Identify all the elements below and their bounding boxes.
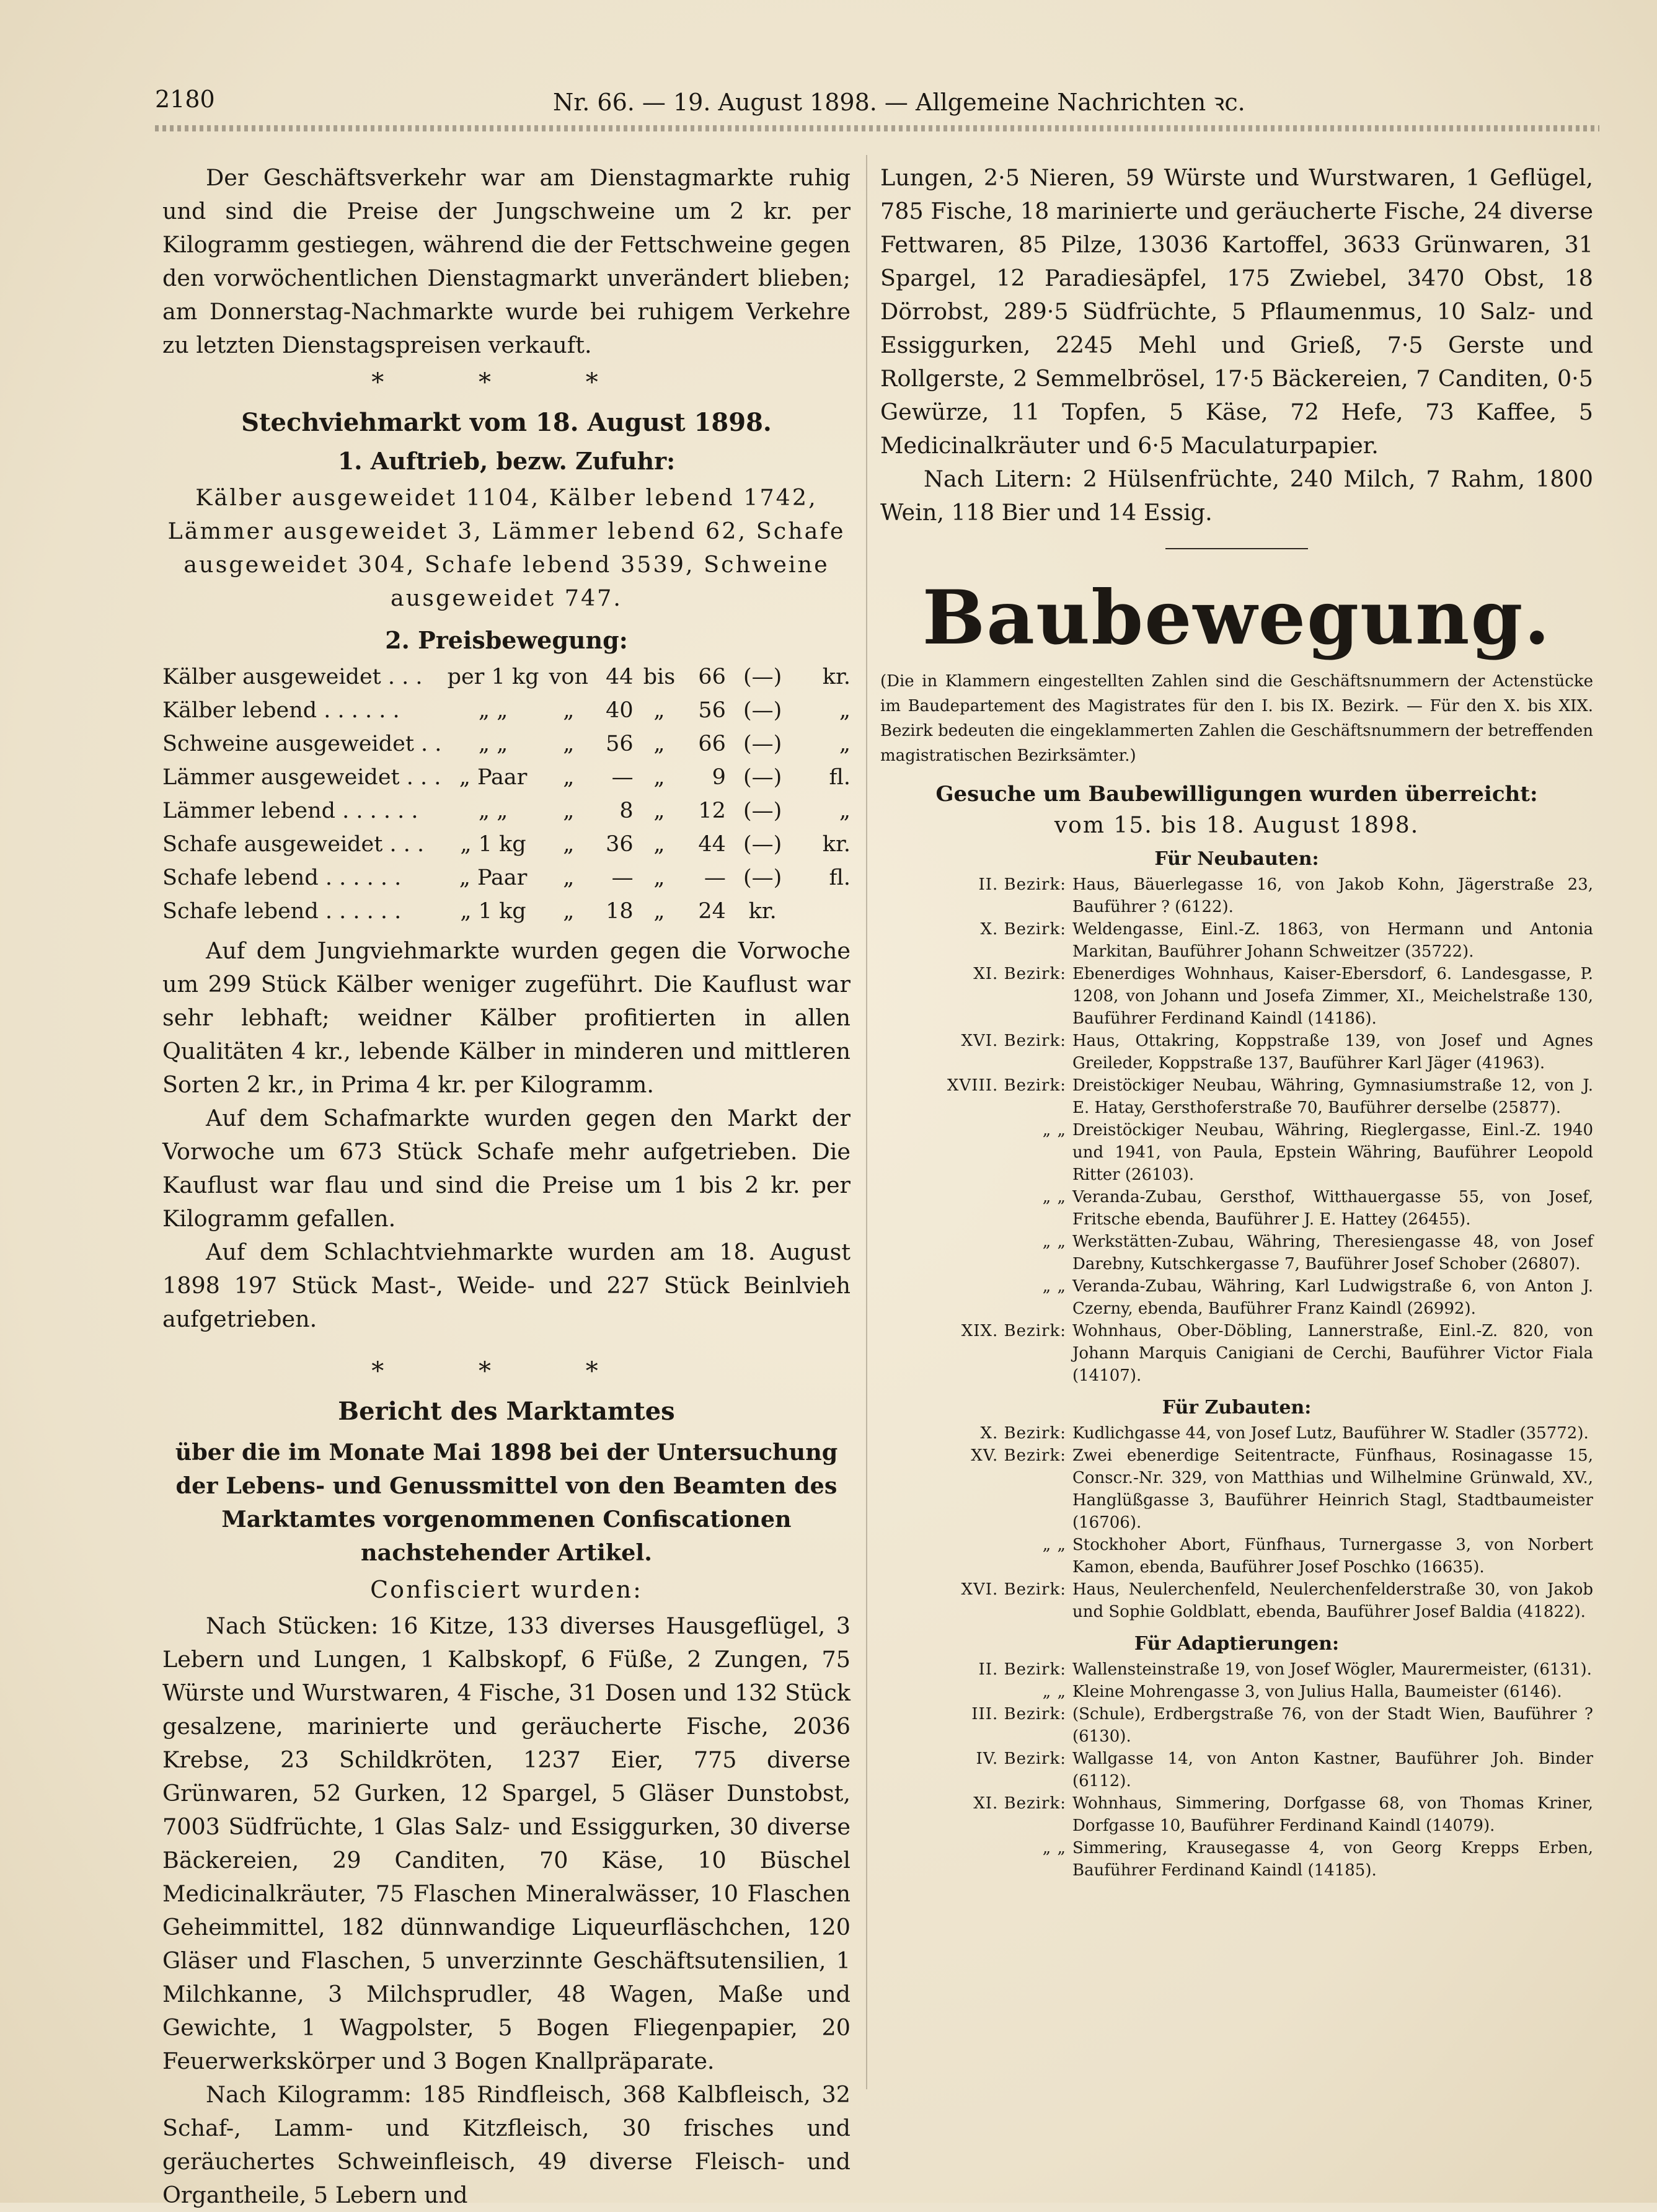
price-cell-cur: fl. <box>829 765 851 790</box>
district-label: „ „ <box>1042 1121 1066 1139</box>
building-entry <box>880 918 1593 963</box>
price-cell-a: 44 <box>606 665 634 689</box>
price-cell-chg: (—) <box>743 765 782 790</box>
price-cell-b: 66 <box>698 665 726 689</box>
building-entry <box>880 1837 1593 1882</box>
district-label: XI. Bezirk: <box>973 965 1066 983</box>
building-entry <box>880 1703 1593 1748</box>
entry-text: Haus, Ottakring, Koppstraße 139, von Josef und Agnes Greileder, Koppstraße 137, Bauführer Karl Jäger (41963). <box>1072 1032 1593 1073</box>
district-label: „ „ <box>1042 1683 1066 1701</box>
zubauten-list <box>880 1422 1593 1623</box>
preis-title: 2. Preisbewegung: <box>385 626 628 654</box>
price-cell-unit: „ „ <box>478 732 508 756</box>
liter-paragraph: Nach Litern: 2 Hülsenfrüchte, 240 Milch, 7 Rahm, 1800 Wein, 118 Bier und 14 Essig. <box>880 466 1593 526</box>
entry-text: Werkstätten-Zubau, Währing, Theresiengasse 48, von Josef Darebny, Kutschkergasse 7, Bauführer Josef Schober (26807). <box>1072 1232 1593 1273</box>
price-cell-a: 36 <box>606 832 634 857</box>
column-divider <box>866 155 867 2089</box>
price-cell-chg: (—) <box>743 865 782 890</box>
price-cell-unit: „ „ <box>478 698 508 723</box>
right-column <box>880 161 1593 1882</box>
building-entry <box>880 1320 1593 1387</box>
entry-text: (Schule), Erdbergstraße 76, von der Stadt Wien, Bauführer ? (6130). <box>1072 1705 1593 1746</box>
district-label: XVIII. Bezirk: <box>947 1076 1066 1095</box>
bericht-subtitle: über die im Monate Mai 1898 bei der Untersuchung der Lebens- und Genussmittel von den Beamten des Marktamtes vorgenommenen Confiscationen nachstehender Artikel. <box>175 1439 838 1566</box>
entry-text: Veranda-Zubau, Währing, Karl Ludwigstraße 6, von Anton J. Czerny, ebenda, Bauführer Franz Kaindl (26992). <box>1072 1277 1593 1318</box>
price-cell-unit: „ 1 kg <box>460 899 526 924</box>
price-cell-cur: kr. <box>822 665 851 689</box>
price-cell-a: 56 <box>606 732 634 756</box>
district-label: XVI. Bezirk: <box>961 1580 1066 1599</box>
price-cell-chg: (—) <box>743 832 782 857</box>
district-label: „ „ <box>1042 1536 1066 1554</box>
entry-text: Stockhoher Abort, Fünfhaus, Turnergasse 3, von Norbert Kamon, ebenda, Bauführer Josef Poschko (16635). <box>1072 1536 1593 1577</box>
price-cell-bis: „ <box>653 899 665 924</box>
schaf-paragraph: Auf dem Schafmarkte wurden gegen den Markt der Vorwoche um 673 Stück Schafe mehr aufgetrieben. Die Kauflust war flau und sind die Preise um 1 bis 2 kr. per Kilogramm gefallen. <box>162 1105 851 1232</box>
district-label: IV. Bezirk: <box>976 1750 1066 1768</box>
price-cell-unit: „ 1 kg <box>460 832 526 857</box>
building-entry <box>880 1534 1593 1578</box>
entry-text: Haus, Bäuerlegasse 16, von Jakob Kohn, Jägerstraße 23, Bauführer ? (6122). <box>1072 875 1593 916</box>
entry-text: Haus, Neulerchenfeld, Neulerchenfelderstraße 30, von Jakob und Sophie Goldblatt, ebenda, Bauführer Josef Baldia (41822). <box>1072 1580 1593 1621</box>
entry-text: Simmering, Krausegasse 4, von Georg Krepps Erben, Bauführer Ferdinand Kaindl (14185). <box>1072 1839 1593 1880</box>
price-cell-name: Lämmer lebend . . . . . . <box>162 799 418 823</box>
price-cell-a: 40 <box>606 698 634 723</box>
entry-text: Weldengasse, Einl.-Z. 1863, von Hermann und Antonia Markitan, Bauführer Johann Schweitzer (35722). <box>1072 920 1593 961</box>
price-cell-chg: (—) <box>743 665 782 689</box>
page-number: 2180 <box>155 86 215 113</box>
building-entry <box>880 1578 1593 1623</box>
price-cell-bis: „ <box>653 832 665 857</box>
price-row <box>162 660 851 694</box>
building-entry <box>880 1119 1593 1186</box>
stueck-paragraph: Nach Stücken: 16 Kitze, 133 diverses Hausgeflügel, 3 Lebern und Lungen, 1 Kalbskopf, 6 Füße, 2 Zungen, 75 Würste und Wurstwaren, 4 Fische, 31 Dosen und 132 Stück gesalzene, marinierte und geräucherte Fische, 2036 Krebse, 23 Schildkröten, 1237 Eier, 775 diverse Grünwaren, 52 Gurken, 12 Spargel, 5 Gläser Dunstobst, 7003 Südfrüchte, 1 Glas Salz- und Essiggurken, 30 diverse Bäckereien, 29 Canditen, 70 Käse, 10 Büschel Medicinalkräuter, 75 Flaschen Mineralwässer, 10 Flaschen Geheimmittel, 182 dünnwandige Liqueurfläschchen, 120 Gläser und Flaschen, 5 unverzinnte Geschäftsutensilien, 1 Milchkanne, 3 Milchsprudler, 48 Wagen, Maße und Gewichte, 1 Wagpolster, 5 Bogen Fliegenpapier, 20 Feuerwerkskörper und 3 Bogen Knallpräparate. <box>162 1613 851 2074</box>
entry-text: Ebenerdiges Wohnhaus, Kaiser-Ebersdorf, 6. Landesgasse, P. 1208, von Johann und Josefa Zimmer, XI., Meichelstraße 130, Bauführer Ferdinand Kaindl (14186). <box>1072 965 1593 1028</box>
building-entry <box>880 874 1593 918</box>
price-cell-cur: „ <box>839 799 851 823</box>
kilogramm-paragraph: Nach Kilogramm: 185 Rindfleisch, 368 Kalbfleisch, 32 Schaf-, Lamm- und Kitzfleisch, 30 frisches und geräuchertes Schweinfleisch, 49 diverse Fleisch- und Organtheile, 5 Lebern und <box>162 2081 851 2208</box>
price-cell-bis: „ <box>653 799 665 823</box>
entry-text: Dreistöckiger Neubau, Währing, Gymnasiumstraße 12, von J. E. Hatay, Gersthoferstraße 70, Bauführer derselbe (25877). <box>1072 1076 1593 1117</box>
building-entry <box>880 1748 1593 1792</box>
entry-text: Wallensteinstraße 19, von Josef Wögler, Maurermeister, (6131). <box>1072 1660 1592 1679</box>
price-cell-a: 18 <box>606 899 634 924</box>
district-label: II. Bezirk: <box>978 1660 1066 1679</box>
price-cell-bis: „ <box>653 865 665 890</box>
page-header <box>155 86 1599 123</box>
building-entry <box>880 1275 1593 1320</box>
zubauten-title: Für Zubauten: <box>1162 1397 1312 1418</box>
price-cell-cur <box>799 895 851 928</box>
price-cell-name: Schafe lebend . . . . . . <box>162 899 402 924</box>
price-row <box>162 895 851 928</box>
price-cell-name: Schafe lebend . . . . . . <box>162 865 402 890</box>
price-cell-unit: „ Paar <box>459 765 528 790</box>
price-cell-cur: kr. <box>822 832 851 857</box>
price-cell-bis: „ <box>653 732 665 756</box>
price-cell-name: Kälber lebend . . . . . . <box>162 698 400 723</box>
section-stars-2: * * * <box>371 1357 642 1386</box>
price-cell-bis: „ <box>653 765 665 790</box>
price-table <box>162 660 851 928</box>
price-cell-von: „ <box>563 799 575 823</box>
entry-text: Kudlichgasse 44, von Josef Lutz, Bauführer W. Stadler (35772). <box>1072 1424 1589 1443</box>
stechvieh-title: Stechviehmarkt vom 18. August 1898. <box>241 408 772 437</box>
baubewegung-title: Baubewegung. <box>922 574 1552 661</box>
price-cell-von: „ <box>563 765 575 790</box>
left-column <box>162 161 851 2212</box>
entry-text: Zwei ebenerdige Seitentracte, Fünfhaus, Rosinagasse 15, Conscr.-Nr. 329, von Matthias und Wilhelmine Grünwald, XV., Hanglüßgasse 3, Bauführer Heinrich Stagl, Stadtbaumeister (16706). <box>1072 1446 1593 1532</box>
district-label: II. Bezirk: <box>978 875 1066 894</box>
price-cell-chg: kr. <box>748 899 777 924</box>
entry-text: Wohnhaus, Ober-Döbling, Lannerstraße, Einl.-Z. 820, von Johann Marquis Canigiani de Cerchi, Bauführer Victor Fiala (14107). <box>1072 1322 1593 1385</box>
price-cell-name: Schweine ausgeweidet . . <box>162 732 442 756</box>
price-row <box>162 861 851 895</box>
price-cell-cur: „ <box>839 732 851 756</box>
district-label: X. Bezirk: <box>980 1424 1066 1443</box>
building-entry <box>880 1792 1593 1837</box>
price-cell-von: „ <box>563 899 575 924</box>
price-cell-b: — <box>704 865 726 890</box>
building-entry <box>880 1444 1593 1534</box>
price-cell-von: „ <box>563 732 575 756</box>
building-entry <box>880 1030 1593 1074</box>
neubauten-list <box>880 874 1593 1387</box>
building-entry <box>880 1231 1593 1275</box>
district-label: „ „ <box>1042 1188 1066 1206</box>
price-cell-von: von <box>549 665 588 689</box>
entry-text: Dreistöckiger Neubau, Währing, Rieglergasse, Einl.-Z. 1940 und 1941, von Paula, Epstein Währing, Bauführer Leopold Ritter (26103). <box>1072 1121 1593 1184</box>
building-entry <box>880 1186 1593 1231</box>
jungvieh-paragraph: Auf dem Jungviehmarkte wurden gegen die Vorwoche um 299 Stück Kälber weniger zugeführt. Die Kauflust war sehr lebhaft; weidner Kälber profitierten in allen Qualitäten 4 kr., lebende Kälber in minderen und mittleren Sorten 2 kr., in Prima 4 kr. per Kilogramm. <box>162 937 851 1098</box>
price-cell-b: 56 <box>698 698 726 723</box>
kilogramm-continued: Lungen, 2·5 Nieren, 59 Würste und Wurstwaren, 1 Geflügel, 785 Fische, 18 marinierte und geräucherte Fische, 24 diverse Fettwaren, 85 Pilze, 13036 Kartoffel, 3633 Grünwaren, 31 Spargel, 12 Paradiesäpfel, 175 Zwiebel, 3470 Obst, 18 Dörrobst, 289·5 Südfrüchte, 5 Pflaumenmus, 10 Salz- und Essiggurken, 2245 Mehl und Grieß, 7·5 Gerste und Rollgerste, 2 Semmelbrösel, 17·5 Bäckereien, 7 Canditen, 0·5 Gewürze, 11 Topfen, 5 Käse, 72 Hefe, 73 Kaffee, 5 Medicinalkräuter und 6·5 Maculaturpapier. <box>880 164 1593 459</box>
price-cell-von: „ <box>563 698 575 723</box>
price-row <box>162 727 851 761</box>
price-row <box>162 694 851 727</box>
price-cell-name: Schafe ausgeweidet . . . <box>162 832 425 857</box>
neubauten-title: Für Neubauten: <box>1154 848 1319 870</box>
price-cell-unit: „ „ <box>478 799 508 823</box>
price-cell-b: 24 <box>698 899 726 924</box>
price-cell-unit: per 1 kg <box>447 665 539 689</box>
schlacht-paragraph: Auf dem Schlachtviehmarkte wurden am 18. August 1898 197 Stück Mast-, Weide- und 227 Stück Beinlvieh aufgetrieben. <box>162 1239 851 1332</box>
confisciert-heading: Confisciert wurden: <box>370 1576 643 1603</box>
auftrieb-text: Kälber ausgeweidet 1104, Kälber lebend 1742, Lämmer ausgeweidet 3, Lämmer lebend 62, Schafe ausgeweidet 304, Schafe lebend 3539, Schweine ausgeweidet 747. <box>167 484 846 611</box>
entry-text: Kleine Mohrengasse 3, von Julius Halla, Baumeister (6146). <box>1072 1683 1562 1701</box>
price-cell-cur: fl. <box>829 865 851 890</box>
price-cell-chg: (—) <box>743 698 782 723</box>
price-cell-b: 9 <box>712 765 726 790</box>
header-rule <box>155 125 1599 131</box>
price-cell-b: 66 <box>698 732 726 756</box>
short-rule <box>1165 548 1308 549</box>
running-title: Nr. 66. — 19. August 1898. — Allgemeine Nachrichten ꝛc. <box>553 89 1245 116</box>
price-cell-a: — <box>611 765 634 790</box>
building-entry <box>880 1074 1593 1119</box>
price-cell-von: „ <box>563 832 575 857</box>
district-label: XIX. Bezirk: <box>961 1322 1066 1340</box>
adaptierungen-list <box>880 1658 1593 1882</box>
district-label: XI. Bezirk: <box>973 1794 1066 1813</box>
building-entry <box>880 1422 1593 1444</box>
price-cell-a: — <box>611 865 634 890</box>
district-label: „ „ <box>1042 1232 1066 1251</box>
price-cell-name: Kälber ausgeweidet . . . <box>162 665 423 689</box>
price-row <box>162 828 851 861</box>
building-entry <box>880 1658 1593 1681</box>
adaptierungen-title: Für Adaptierungen: <box>1134 1633 1340 1655</box>
price-row <box>162 761 851 794</box>
district-label: „ „ <box>1042 1839 1066 1857</box>
entry-text: Wallgasse 14, von Anton Kastner, Bauführer Joh. Binder (6112). <box>1072 1750 1593 1790</box>
gesuche-title: Gesuche um Baubewilligungen wurden überreicht: <box>935 782 1538 807</box>
price-cell-bis: bis <box>643 665 676 689</box>
price-cell-name: Lämmer ausgeweidet . . . <box>162 765 441 790</box>
entry-text: Veranda-Zubau, Gersthof, Witthauergasse 55, von Josef, Fritsche ebenda, Bauführer J. E. Hattey (26455). <box>1072 1188 1593 1229</box>
price-cell-unit: „ Paar <box>459 865 528 890</box>
gesuche-date-range: vom 15. bis 18. August 1898. <box>1054 813 1420 838</box>
bericht-title: Bericht des Marktamtes <box>338 1397 675 1426</box>
auftrieb-title: 1. Auftrieb, bezw. Zufuhr: <box>337 447 676 475</box>
district-label: X. Bezirk: <box>980 920 1066 939</box>
price-cell-chg: (—) <box>743 732 782 756</box>
price-cell-a: 8 <box>619 799 634 823</box>
price-cell-von: „ <box>563 865 575 890</box>
district-label: XV. Bezirk: <box>971 1446 1066 1465</box>
building-entry <box>880 1681 1593 1703</box>
district-label: III. Bezirk: <box>971 1705 1066 1723</box>
intro-paragraph: Der Geschäftsverkehr war am Dienstagmarkte ruhig und sind die Preise der Jungschweine um 2 kr. per Kilogramm gestiegen, während die der Fettschweine gegen den vorwöchentlichen Dienstagmarkt unverändert blieben; am Donnerstag-Nachmarkte wurde bei ruhigem Verkehre zu letzten Dienstagspreisen verkauft. <box>162 164 851 358</box>
entry-text: Wohnhaus, Simmering, Dorfgasse 68, von Thomas Kriner, Dorfgasse 10, Bauführer Ferdinand Kaindl (14079). <box>1072 1794 1593 1835</box>
section-stars: * * * <box>371 368 642 397</box>
baubewegung-note: (Die in Klammern eingestellten Zahlen sind die Geschäftsnummern der Actenstücke im Baudepartement des Magistrates für den I. bis IX. Bezirk. — Für den X. bis XIX. Bezirk bedeuten die eingeklammerten Zahlen die Geschäftsnummern der betreffenden magistratischen Bezirksämter.) <box>880 672 1593 765</box>
building-entry <box>880 963 1593 1030</box>
price-cell-chg: (—) <box>743 799 782 823</box>
district-label: XVI. Bezirk: <box>961 1032 1066 1050</box>
price-cell-cur: „ <box>839 698 851 723</box>
price-cell-bis: „ <box>653 698 665 723</box>
price-row <box>162 794 851 828</box>
price-cell-b: 44 <box>698 832 726 857</box>
price-cell-b: 12 <box>698 799 726 823</box>
district-label: „ „ <box>1042 1277 1066 1296</box>
